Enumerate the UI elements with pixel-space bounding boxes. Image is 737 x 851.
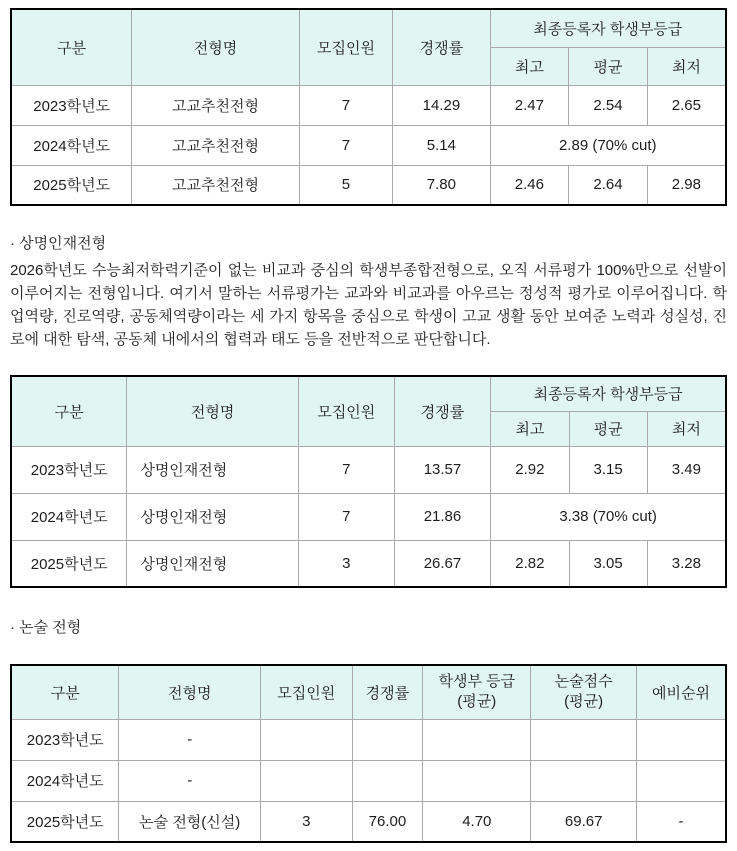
- header-gubun: 구분: [11, 376, 127, 446]
- admission-name-cell: 고교추천전형: [132, 85, 299, 125]
- essay-score-cell: [531, 760, 637, 801]
- year-cell: 2024학년도: [11, 493, 127, 540]
- table-header-row: [11, 665, 726, 719]
- table-row: [11, 165, 726, 205]
- essay-score-cell: 69.67: [531, 801, 637, 842]
- table-row: [11, 801, 726, 842]
- header-final-grade-group: 최종등록자 학생부등급: [490, 9, 726, 47]
- ratio-cell: 13.57: [394, 446, 491, 493]
- year-cell: 2024학년도: [11, 125, 132, 165]
- table-header-row: [11, 9, 726, 47]
- header-grade-min: 최저: [647, 411, 726, 446]
- table-row: [11, 446, 726, 493]
- header-essay-score-line2: (평균): [564, 693, 604, 711]
- essay-admission-heading: · 논술 전형: [10, 619, 82, 636]
- ratio-cell: 5.14: [393, 125, 490, 165]
- header-grade-max: 최고: [491, 411, 569, 446]
- grade-avg-cell: 2.54: [569, 85, 648, 125]
- table-row: [11, 125, 726, 165]
- grade-avg-cell: 3.05: [569, 540, 647, 587]
- header-record-grade-line1: 학생부 등급: [438, 673, 516, 691]
- year-cell: 2025학년도: [11, 165, 132, 205]
- header-quota: 모집인원: [298, 376, 394, 446]
- header-grade-min: 최저: [647, 47, 726, 85]
- header-admission-name: 전형명: [132, 9, 299, 85]
- grade-avg-cell: 3.15: [569, 446, 647, 493]
- admission-name-cell: 고교추천전형: [132, 165, 299, 205]
- ratio-cell: 76.00: [352, 801, 423, 842]
- waitlist-rank-cell: [637, 760, 726, 801]
- header-ratio: 경쟁률: [352, 665, 423, 719]
- header-admission-name: 전형명: [119, 665, 261, 719]
- header-grade-avg: 평균: [569, 411, 647, 446]
- year-cell: 2023학년도: [11, 85, 132, 125]
- header-gubun: 구분: [11, 665, 119, 719]
- ratio-cell: 26.67: [394, 540, 491, 587]
- header-admission-name: 전형명: [127, 376, 299, 446]
- grade-min-cell: 2.65: [647, 85, 726, 125]
- header-grade-avg: 평균: [569, 47, 648, 85]
- header-record-grade-avg: [423, 665, 531, 719]
- admission-name-cell: -: [119, 719, 261, 760]
- essay-score-cell: [531, 719, 637, 760]
- table-row: [11, 760, 726, 801]
- grade-max-cell: 2.82: [491, 540, 569, 587]
- record-grade-cell: 4.70: [423, 801, 531, 842]
- table-row: [11, 719, 726, 760]
- quota-cell: 7: [298, 446, 394, 493]
- grade-merged-cell: 3.38 (70% cut): [491, 493, 726, 540]
- grade-min-cell: 3.28: [647, 540, 726, 587]
- quota-cell: 7: [298, 493, 394, 540]
- quota-cell: [261, 719, 353, 760]
- waitlist-rank-cell: -: [637, 801, 726, 842]
- admission-name-cell: 고교추천전형: [132, 125, 299, 165]
- header-essay-score-avg: [531, 665, 637, 719]
- header-gubun: 구분: [11, 9, 132, 85]
- ratio-cell: 21.86: [394, 493, 491, 540]
- year-cell: 2024학년도: [11, 760, 119, 801]
- essay-admission-table: [10, 664, 727, 843]
- year-cell: 2023학년도: [11, 446, 127, 493]
- record-grade-cell: [423, 719, 531, 760]
- header-essay-score-line1: 논술점수: [554, 673, 613, 691]
- sangmyung-injae-heading: · 상명인재전형: [10, 235, 107, 252]
- year-cell: 2023학년도: [11, 719, 119, 760]
- admission-name-cell: 상명인재전형: [127, 493, 299, 540]
- table-row: [11, 540, 726, 587]
- quota-cell: 7: [299, 125, 393, 165]
- admission-name-cell: 상명인재전형: [127, 540, 299, 587]
- header-final-grade-group: 최종등록자 학생부등급: [491, 376, 726, 411]
- quota-cell: [261, 760, 353, 801]
- header-ratio: 경쟁률: [393, 9, 490, 85]
- grade-min-cell: 3.49: [647, 446, 726, 493]
- admission-name-cell: -: [119, 760, 261, 801]
- grade-max-cell: 2.92: [491, 446, 569, 493]
- quota-cell: 5: [299, 165, 393, 205]
- header-quota: 모집인원: [299, 9, 393, 85]
- ratio-cell: [352, 760, 423, 801]
- ratio-cell: 7.80: [393, 165, 490, 205]
- header-quota: 모집인원: [261, 665, 353, 719]
- quota-cell: 3: [298, 540, 394, 587]
- admission-name-cell: 상명인재전형: [127, 446, 299, 493]
- quota-cell: 3: [261, 801, 353, 842]
- quota-cell: 7: [299, 85, 393, 125]
- sangmyung-injae-table: [10, 375, 727, 588]
- header-grade-max: 최고: [490, 47, 569, 85]
- table-row: [11, 85, 726, 125]
- table-row: [11, 493, 726, 540]
- grade-merged-cell: 2.89 (70% cut): [490, 125, 726, 165]
- header-waitlist-rank: 예비순위: [637, 665, 726, 719]
- grade-max-cell: 2.47: [490, 85, 569, 125]
- record-grade-cell: [423, 760, 531, 801]
- ratio-cell: [352, 719, 423, 760]
- header-record-grade-line2: (평균): [457, 693, 497, 711]
- table-header-row: [11, 376, 726, 411]
- waitlist-rank-cell: [637, 719, 726, 760]
- sangmyung-injae-description: 2026학년도 수능최저학력기준이 없는 비교과 중심의 학생부종합전형으로, 오직 서류평가 100%만으로 선발이 이루어지는 전형입니다. 여기서 말하는 서류평가는 교과와 비교과를 아우르는 정성적 평가로 이루어집니다. 학업역량, 진로역량, 공동체역량이라는 세 가지 항목을 중심으로 학생이 고교 생활 동안 보여준 노력과 성실성, 진로에 대한 탐색, 공동체 내에서의 협력과 태도 등을 전반적으로 판단합니다.: [10, 262, 727, 348]
- grade-max-cell: 2.46: [490, 165, 569, 205]
- ratio-cell: 14.29: [393, 85, 490, 125]
- highschool-recommendation-table: [10, 8, 727, 206]
- grade-min-cell: 2.98: [647, 165, 726, 205]
- grade-avg-cell: 2.64: [569, 165, 648, 205]
- year-cell: 2025학년도: [11, 801, 119, 842]
- admission-name-cell: 논술 전형(신설): [119, 801, 261, 842]
- year-cell: 2025학년도: [11, 540, 127, 587]
- header-ratio: 경쟁률: [394, 376, 491, 446]
